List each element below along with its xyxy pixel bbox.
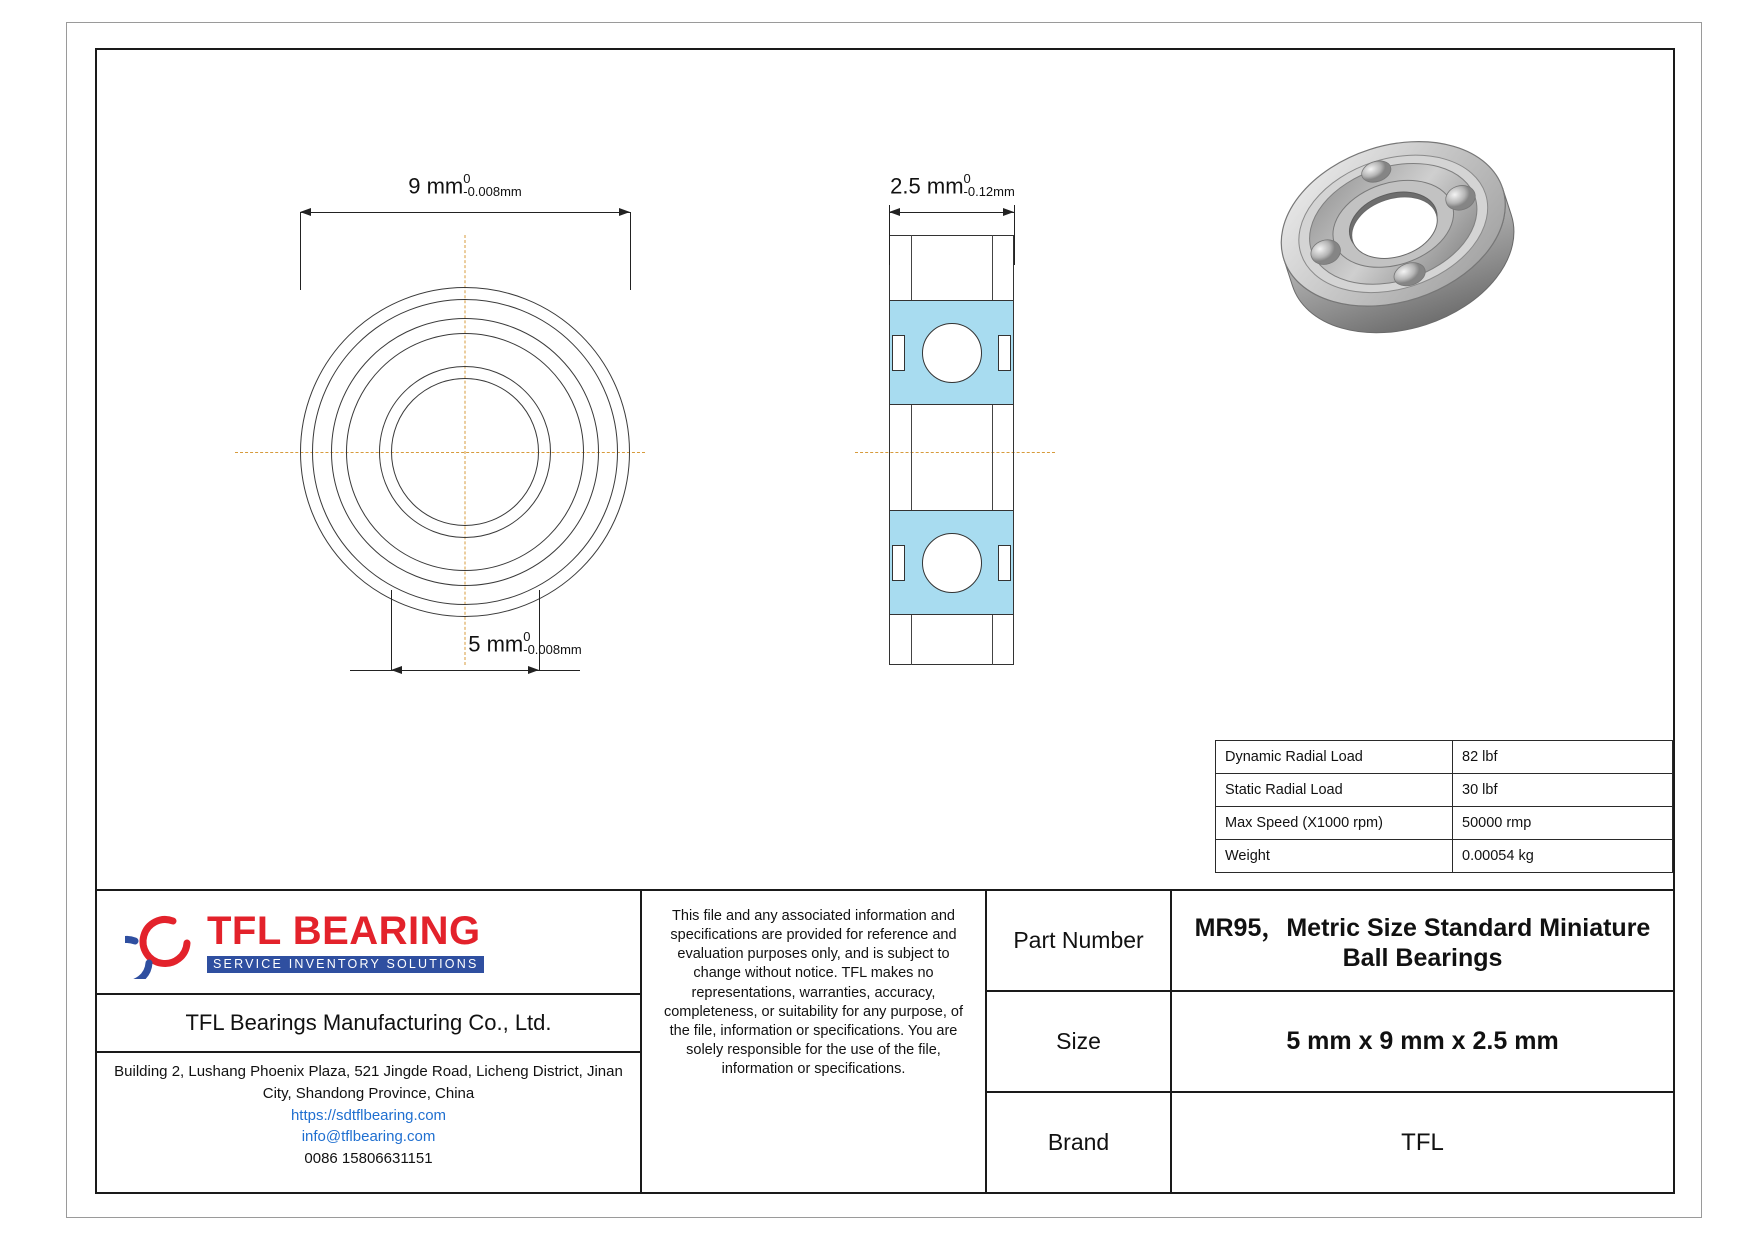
section-view [865,171,1105,690]
spec-value: 50000 rmp [1453,807,1673,840]
table-row [1216,840,1673,873]
brand-label: Brand [987,1093,1172,1192]
bore-tol-lower: -0.008mm [523,641,582,657]
section-seal-right-bottom [998,545,1011,581]
specification-table [1215,740,1673,873]
bore-arrow-left [391,666,402,674]
size-label: Size [987,992,1172,1091]
size-value: 5 mm x 9 mm x 2.5 mm [1286,1027,1559,1055]
od-dimension-line [300,212,630,213]
front-view [255,171,675,690]
company-panel [97,891,642,1192]
tfl-logo-icon [125,905,197,979]
company-address: Building 2, Lushang Phoenix Plaza, 521 Jingde Road, Licheng District, Jinan City, Shandong Province, China [114,1063,623,1102]
isometric-bearing-view [1270,110,1540,410]
bore-arrow-right [528,666,539,674]
od-extension-right [630,212,631,290]
spec-key: Dynamic Radial Load [1216,741,1453,774]
size-row [987,992,1673,1093]
logo-title: TFL BEARING [207,909,481,954]
width-value: 2.5 mm [890,173,964,199]
spec-value: 82 lbf [1453,741,1673,774]
bore-tol-upper: 0 [523,629,531,644]
width-extension-right [1014,205,1015,265]
company-contact [97,1053,640,1192]
logo-subtitle: SERVICE INVENTORY SOLUTIONS [207,956,484,973]
spec-value: 30 lbf [1453,774,1673,807]
bearing-3d-icon [1270,110,1540,410]
width-dimension-text [820,172,1085,200]
ball-top [922,323,982,383]
table-row [1216,774,1673,807]
bore-circle [391,378,539,526]
logo-row [97,891,640,995]
table-row [1216,807,1673,840]
width-arrow-left [889,208,900,216]
width-tol-lower: -0.12mm [963,183,1015,199]
width-arrow-right [1003,208,1014,216]
bore-dimension-line [350,670,580,671]
bore-dimension-text [395,630,655,658]
title-block [97,889,1673,1192]
bore-value: 5 mm [468,631,524,657]
brand-value: TFL [1401,1128,1444,1156]
company-email[interactable]: info@tflbearing.com [301,1128,436,1146]
od-arrow-left [300,208,311,216]
od-dimension-text [255,172,675,200]
width-tol-upper: 0 [963,171,971,186]
section-seal-left-top [892,335,905,371]
spec-key: Static Radial Load [1216,774,1453,807]
spec-key: Weight [1216,840,1453,873]
spec-key: Max Speed (X1000 rpm) [1216,807,1453,840]
section-seal-right-top [998,335,1011,371]
od-tol-upper: 0 [463,171,471,186]
spec-value: 0.00054 kg [1453,840,1673,873]
logo-text [207,911,484,973]
company-phone: 0086 15806631151 [304,1150,433,1167]
section-seal-left-bottom [892,545,905,581]
brand-row [987,1093,1673,1192]
od-tol-lower: -0.008mm [463,183,522,199]
od-extension-left [300,212,301,290]
disclaimer-text: This file and any associated information and specifications are provided for reference and evaluation purposes only, and is subject to change without notice. TFL makes no representations, warranties, accuracy, completeness, or suitability for any purpose, of the file, information or specifications. You are solely responsible for the use of the file, information or specifications. [642,891,987,1192]
od-value: 9 mm [408,173,464,199]
part-number-value: MR95，Metric Size Standard Miniature Ball Bearings [1194,914,1651,972]
ball-bottom [922,533,982,593]
width-dimension-line [889,212,1014,213]
part-info-panel [987,891,1673,1192]
section-ring-bottom [889,510,1014,615]
bore-extension-left [391,590,392,670]
part-number-row [987,891,1673,992]
part-number-label: Part Number [987,891,1172,990]
company-website[interactable]: https://sdtflbearing.com [290,1106,447,1124]
section-ring-top [889,300,1014,405]
od-arrow-right [619,208,630,216]
company-name: TFL Bearings Manufacturing Co., Ltd. [97,995,640,1053]
table-row [1216,741,1673,774]
